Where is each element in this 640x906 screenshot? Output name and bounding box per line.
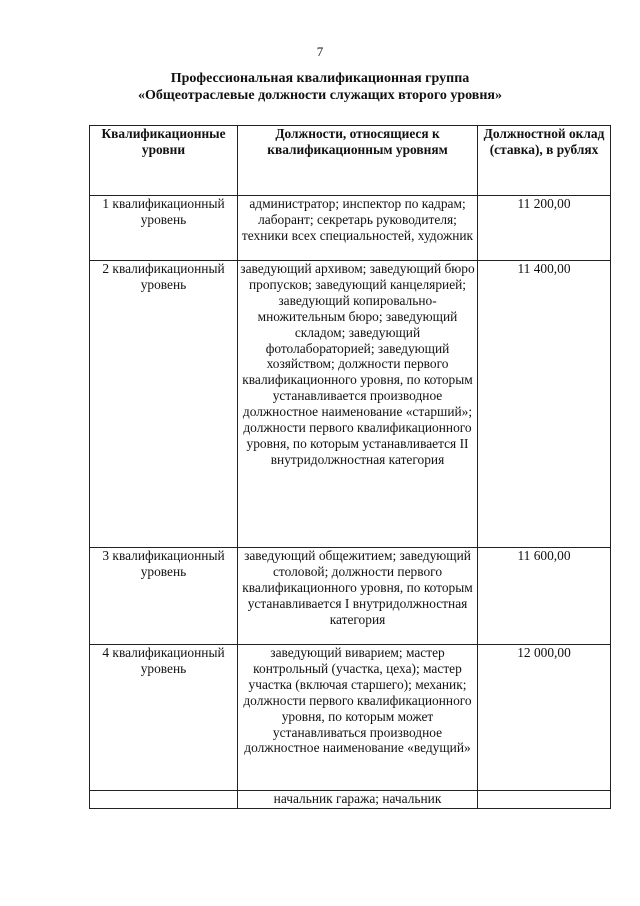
qualification-table [89,125,611,809]
document-title [0,70,640,104]
page-number: 7 [316,44,324,59]
header-levels: Квалификационные уровни [90,126,238,196]
salary-cell: 12 000,00 [478,645,611,791]
level-cell [90,791,238,809]
table-row [90,548,611,645]
positions-cell: заведующий виварием; мастер контрольный (участка, цеха); мастер участка (включая старшего); механик; должности первого квалификационного уровня, по которым может устанавливаться производное должностное наименование «ведущий» [238,645,478,791]
level-cell: 2 квалификационный уровень [90,261,238,548]
salary-cell: 11 600,00 [478,548,611,645]
title-line-1: Профессиональная квалификационная группа [170,71,470,86]
salary-cell: 11 200,00 [478,196,611,261]
level-cell: 1 квалификационный уровень [90,196,238,261]
positions-cell: начальник гаража; начальник [238,791,478,809]
salary-cell: 11 400,00 [478,261,611,548]
level-cell: 4 квалификационный уровень [90,645,238,791]
table-row [90,645,611,791]
table-row [90,261,611,548]
positions-cell: заведующий общежитием; заведующий столовой; должности первого квалификационного уровня, по которым устанавливается I внутридолжностная категория [238,548,478,645]
salary-cell [478,791,611,809]
table-row [90,791,611,809]
header-positions: Должности, относящиеся к квалификационным уровням [238,126,478,196]
title-line-2: «Общеотраслевые должности служащих второго уровня» [138,88,502,103]
positions-cell: заведующий архивом; заведующий бюро пропусков; заведующий канцелярией; заведующий копировально-множительным бюро; заведующий складом; заведующий фотолабораторией; заведующий хозяйством; должности первого квалификационного уровня, по которым устанавливается производное должностное наименование «старший»; должности первого квалификационного уровня, по которым устанавливается II внутридолжностная категория [238,261,478,548]
positions-cell: администратор; инспектор по кадрам; лаборант; секретарь руководителя; техники всех специальностей, художник [238,196,478,261]
header-salary: Должностной оклад (ставка), в рублях [478,126,611,196]
level-cell: 3 квалификационный уровень [90,548,238,645]
table-row [90,196,611,261]
table-header-row [90,126,611,196]
